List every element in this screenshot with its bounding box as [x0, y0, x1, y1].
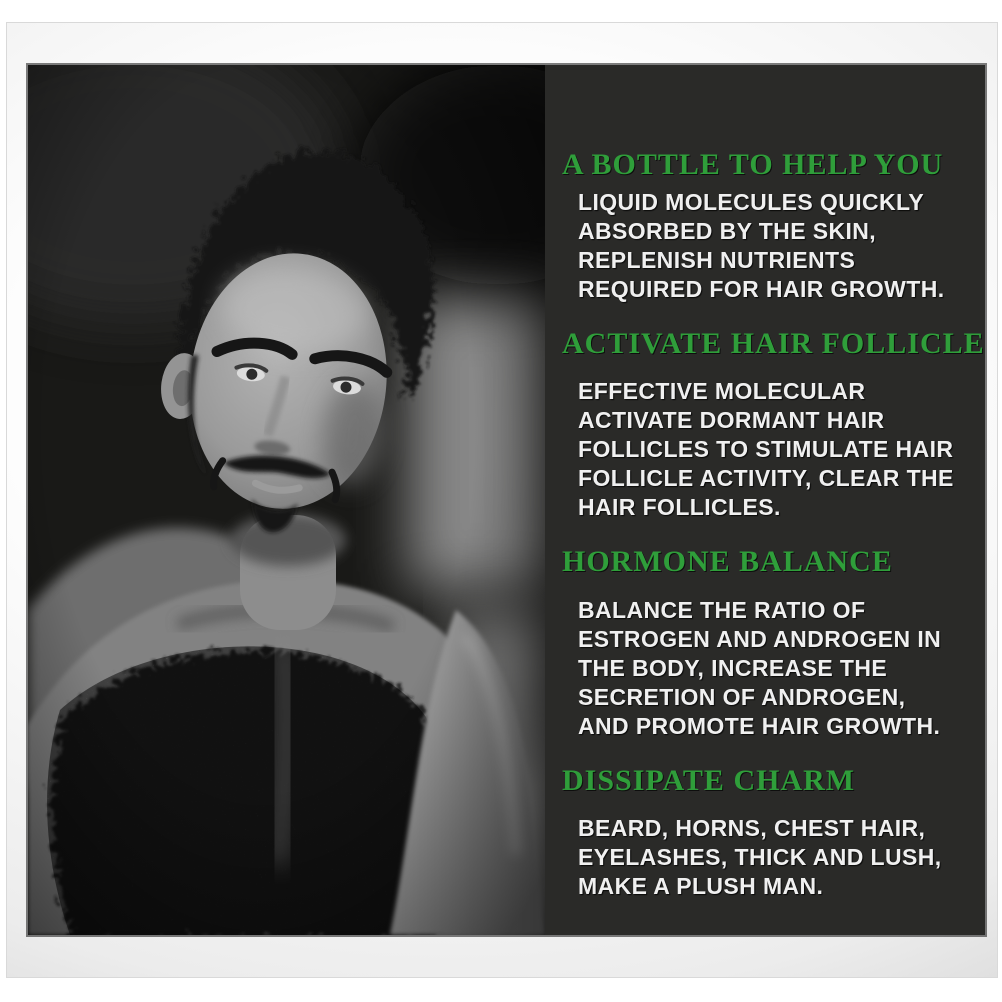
section-body-line: HAIR FOLLICLES. [578, 494, 781, 521]
section-body-line: ACTIVATE DORMANT HAIR [578, 407, 885, 434]
portrait-photo [28, 65, 545, 935]
section-body-line: BEARD, HORNS, CHEST HAIR, [578, 814, 926, 841]
section-body-line: ESTROGEN AND ANDROGEN IN [578, 625, 942, 652]
section-body-line: REQUIRED FOR HAIR GROWTH. [578, 276, 945, 303]
section-body-line: THE BODY, INCREASE THE [578, 654, 888, 681]
section-heading: ACTIVATE HAIR FOLLICLE [562, 327, 985, 361]
banner-content [28, 65, 985, 935]
section-body-line: MAKE A PLUSH MAN. [578, 872, 824, 899]
feature-section [562, 327, 985, 522]
section-body-line: EYELASHES, THICK AND LUSH, [578, 843, 942, 870]
section-heading: A BOTTLE TO HELP YOU [562, 148, 944, 181]
section-heading: HORMONE BALANCE [562, 545, 893, 579]
portrait-illustration [28, 65, 545, 935]
section-body-line: FOLLICLE ACTIVITY, CLEAR THE [578, 465, 954, 492]
feature-section [562, 149, 973, 304]
section-heading: DISSIPATE CHARM [562, 763, 856, 797]
section-body-line: REPLENISH NUTRIENTS [578, 247, 856, 274]
section-body [562, 596, 973, 741]
section-body-line: BALANCE THE RATIO OF [578, 596, 866, 623]
section-body [562, 814, 973, 901]
feature-section [562, 546, 973, 740]
info-panel [545, 65, 985, 935]
section-body-line: LIQUID MOLECULES QUICKLY [578, 189, 925, 216]
feature-section [562, 765, 973, 901]
section-body-line: SECRETION OF ANDROGEN, [578, 683, 906, 710]
section-body-line: ABSORBED BY THE SKIN, [578, 218, 877, 245]
section-body [562, 188, 973, 304]
section-body-line: AND PROMOTE HAIR GROWTH. [578, 712, 941, 739]
section-body-line: FOLLICLES TO STIMULATE HAIR [578, 436, 954, 463]
section-body [562, 377, 973, 522]
section-body-line: EFFECTIVE MOLECULAR [578, 378, 866, 405]
